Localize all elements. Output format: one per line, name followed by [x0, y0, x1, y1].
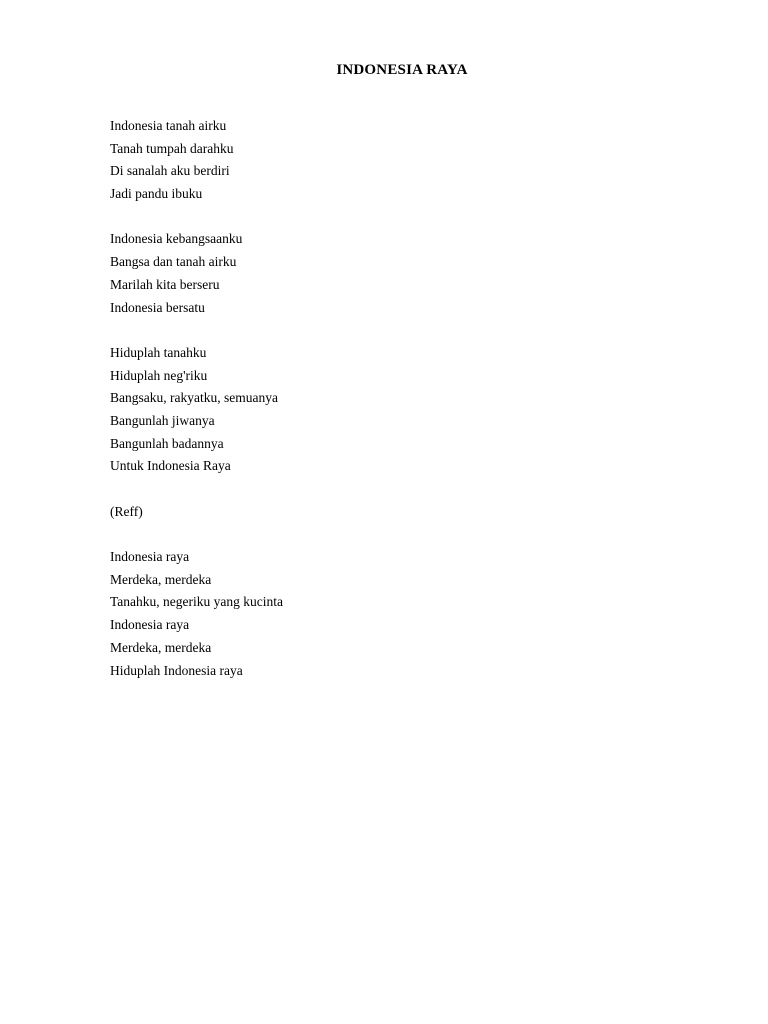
lyric-line: Tanah tumpah darahku — [110, 140, 234, 156]
lyric-line: Indonesia bersatu — [110, 299, 205, 315]
lyric-line: Indonesia kebangsaanku — [110, 231, 243, 247]
stanza-1 — [110, 115, 710, 206]
stanza-3 — [110, 342, 710, 478]
lyric-line: (Reff) — [110, 503, 143, 519]
lyric-line: Indonesia raya — [110, 617, 190, 633]
lyric-line: Bangunlah jiwanya — [110, 412, 215, 428]
lyric-line: Merdeka, merdeka — [110, 571, 212, 587]
lyric-line: Hiduplah tanahku — [110, 344, 207, 360]
lyric-line: Bangsa dan tanah airku — [110, 254, 237, 270]
stanza-refrain — [110, 546, 710, 682]
lyric-line: Marilah kita berseru — [110, 276, 220, 292]
document-title: INDONESIA RAYA — [336, 62, 468, 78]
lyrics-body — [110, 115, 710, 705]
lyric-line: Merdeka, merdeka — [110, 639, 212, 655]
lyric-line: Indonesia tanah airku — [110, 118, 227, 133]
lyric-line: Indonesia raya — [110, 549, 190, 565]
lyric-line: Bangsaku, rakyatku, semuanya — [110, 390, 278, 406]
lyric-line: Jadi pandu ibuku — [110, 186, 203, 202]
lyric-line: Bangunlah badannya — [110, 435, 224, 451]
lyric-line: Tanahku, negeriku yang kucinta — [110, 594, 283, 610]
lyric-line: Di sanalah aku berdiri — [110, 163, 230, 179]
stanza-2 — [110, 228, 710, 319]
refrain-label — [110, 501, 710, 524]
lyric-line: Untuk Indonesia Raya — [110, 458, 231, 474]
lyric-line: Hiduplah Indonesia raya — [110, 662, 243, 678]
lyric-line: Hiduplah neg'riku — [110, 367, 208, 383]
